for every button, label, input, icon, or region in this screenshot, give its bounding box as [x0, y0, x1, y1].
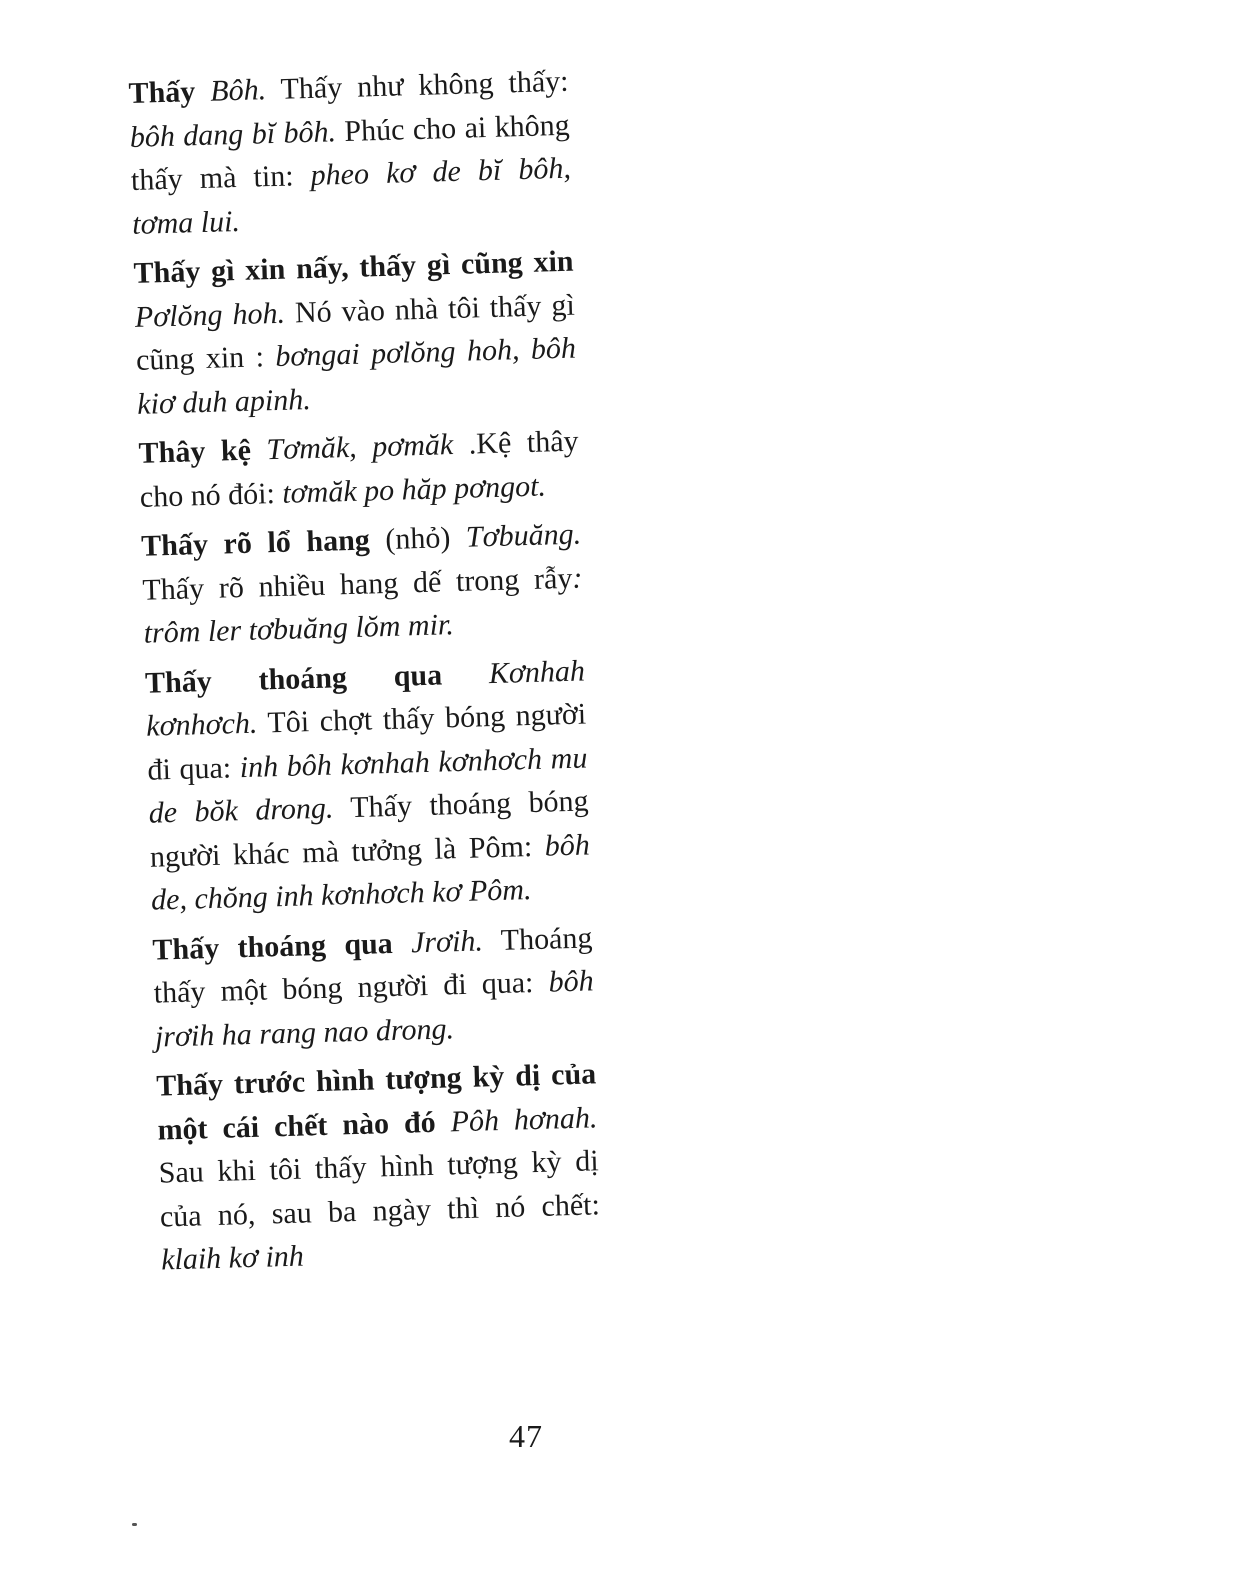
entry-vietnamese-text: Thoáng thấy một bóng người đi qua:	[153, 920, 593, 1010]
entry-vietnamese-text: Thấy thoáng bóng người khác mà tưởng là Pôm:	[149, 784, 589, 874]
entry-bahnar-text: bôh jrơih ha rang nao drong.	[154, 964, 595, 1054]
entry-headword: Thấy rõ lổ hang	[140, 523, 371, 563]
entry-bahnar-text: Pôh hơnah.	[435, 1100, 598, 1139]
entry-headword: Thấy thoáng qua	[144, 657, 443, 700]
entry-bahnar-text: bôh de, chŏng inh kơnhơch kơ Pôm.	[150, 827, 591, 917]
entry-headword: Thấy thoáng qua	[152, 926, 394, 967]
dictionary-entry	[152, 916, 595, 1059]
entry-bahnar-text: Jrơih.	[392, 923, 484, 960]
entry-vietnamese-text: .Kệ thây cho nó đói:	[139, 424, 579, 514]
entry-bahnar-text: tơmăk po hăp pơngot.	[281, 468, 547, 510]
entry-headword: Thấy trước hình tượng kỳ dị của một cái chết nào đó	[155, 1057, 597, 1147]
entry-vietnamese-text: Sau khi tôi thấy hình tượng kỳ dị của nó, sau ba ngày thì nó chết:	[158, 1144, 601, 1234]
dictionary-entry	[128, 60, 573, 246]
entry-bahnar-text: Tơmăk, pơmăk	[250, 428, 454, 467]
entry-headword: Thấy gì xin nấy, thấy gì cũng xin	[133, 244, 574, 290]
dictionary-entry	[144, 649, 591, 922]
dictionary-entry	[138, 420, 580, 519]
entry-bahnar-text: bôh dang bĭ bôh.	[129, 114, 337, 154]
entry-vietnamese-text: Tôi chợt thấy bóng người đi qua:	[147, 697, 587, 787]
entry-bahnar-text: pheo kơ de bĭ bôh, tơma lui.	[131, 151, 572, 241]
entry-bahnar-text: Kơnhah kơnhơch.	[145, 653, 586, 743]
entry-bahnar-text: Pơlŏng hoh.	[134, 296, 286, 334]
entry-headword: Thấy	[128, 75, 196, 110]
page-number: 47	[509, 1418, 543, 1454]
entry-bahnar-text: bơngai pơlŏng hoh, bôh kiơ duh apinh.	[136, 331, 577, 421]
scan-speck	[132, 1523, 137, 1526]
entry-bahnar-text: Tơbuăng.	[465, 517, 582, 554]
dictionary-entry	[141, 513, 584, 656]
entry-bahnar-text: klaih kơ inh	[160, 1239, 305, 1277]
dictionary-entry	[133, 240, 578, 426]
entry-vietnamese-text: (nhỏ)	[369, 520, 467, 557]
entry-vietnamese-text: Thấy rõ nhiều hang dế trong rẫy	[142, 561, 573, 607]
entry-headword: Thây kệ	[138, 433, 252, 470]
entry-bahnar-text: : trôm ler tơbuăng lŏm mir.	[143, 561, 583, 650]
dictionary-column	[128, 60, 602, 1288]
dictionary-entry	[156, 1052, 602, 1282]
entry-vietnamese-text: Phúc cho ai không thấy mà tin:	[130, 108, 571, 197]
entry-vietnamese-text: Nó vào nhà tôi thấy gì cũng xin :	[135, 288, 576, 377]
entry-bahnar-text: inh bôh kơnhah kơnhơch mu de bŏk drong.	[148, 740, 588, 830]
entry-vietnamese-text: Thấy như không thấy:	[265, 64, 569, 107]
entry-bahnar-text: Bôh.	[194, 73, 267, 109]
